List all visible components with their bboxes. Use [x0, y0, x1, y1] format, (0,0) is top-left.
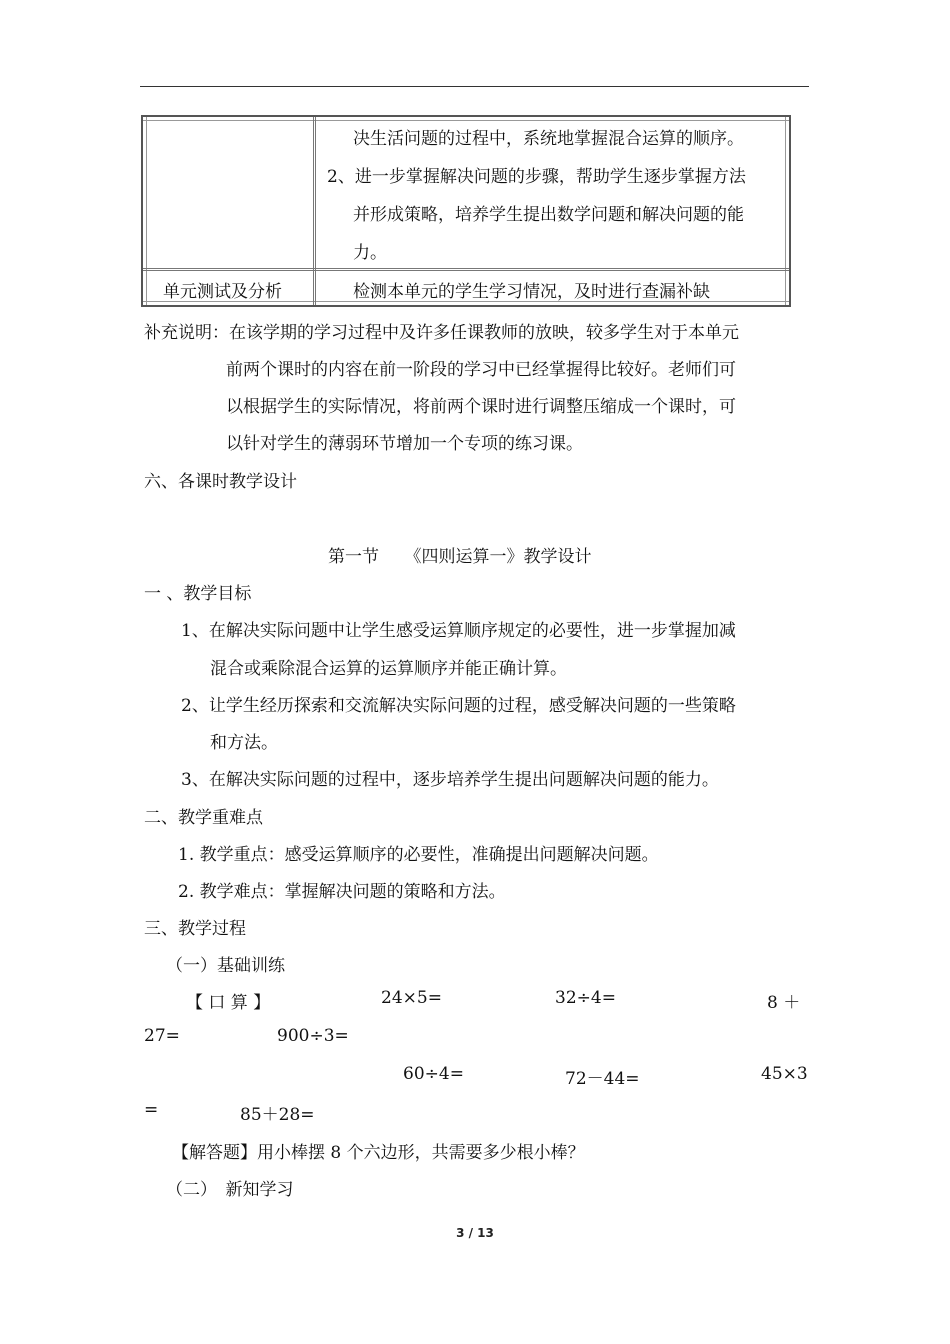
oral-item: 8 ＋: [767, 993, 801, 1013]
oral-label: 【 口 算 】: [186, 993, 271, 1013]
process-heading: 三、教学过程: [144, 919, 246, 939]
goal-line1: 1、在解决实际问题中让学生感受运算顺序规定的必要性，进一步掌握加减: [181, 621, 736, 641]
supplement-line4: 以针对学生的薄弱环节增加一个专项的练习课。: [226, 434, 583, 454]
lesson-title: 第一节 《四则运算一》教学设计: [328, 547, 592, 567]
process-sub2: （二） 新知学习: [166, 1180, 294, 1200]
oral-item: 72－44=: [565, 1069, 640, 1089]
supplement-line2: 前两个课时的内容在前一阶段的学习中已经掌握得比较好。老师们可: [226, 360, 736, 380]
header-rule: [140, 86, 809, 87]
table-row1-line2: 2、进一步掌握解决问题的步骤，帮助学生逐步掌握方法: [327, 167, 746, 187]
oral-item: 45×3: [761, 1064, 808, 1084]
oral-item: =: [144, 1100, 159, 1120]
keypoint-2: 2. 教学难点：掌握解决问题的策略和方法。: [178, 882, 506, 902]
keypoints-heading: 二、教学重难点: [144, 808, 263, 828]
problem-line: 【解答题】用小棒摆 8 个六边形，共需要多少根小棒？: [172, 1143, 585, 1163]
goal-line2: 混合或乘除混合运算的运算顺序并能正确计算。: [210, 659, 567, 679]
page-number: 3 / 13: [456, 1226, 494, 1240]
table-row1-line4: 力。: [353, 243, 387, 263]
section6-heading: 六、各课时教学设计: [144, 472, 297, 492]
oral-item: 60÷4=: [403, 1064, 464, 1084]
table-row1-line1: 决生活问题的过程中，系统地掌握混合运算的顺序。: [353, 129, 744, 149]
table-row2-label: 单元测试及分析: [163, 282, 282, 302]
supplement-line3: 以根据学生的实际情况，将前两个课时进行调整压缩成一个课时，可: [226, 397, 736, 417]
oral-item: 900÷3=: [277, 1026, 349, 1046]
keypoint-1: 1. 教学重点：感受运算顺序的必要性，准确提出问题解决问题。: [178, 845, 659, 865]
goals-heading: 一 、教学目标: [144, 584, 252, 604]
goal-line3: 2、让学生经历探索和交流解决实际问题的过程，感受解决问题的一些策略: [181, 696, 736, 716]
oral-item: 24×5=: [381, 988, 442, 1008]
table-row2-content: 检测本单元的学生学习情况，及时进行查漏补缺: [353, 282, 710, 302]
oral-item: 85＋28=: [240, 1105, 315, 1125]
supplement-line1: 补充说明：在该学期的学习过程中及许多任课教师的放映，较多学生对于本单元: [144, 323, 739, 343]
table-row1-line3: 并形成策略，培养学生提出数学问题和解决问题的能: [353, 205, 744, 225]
oral-item: 32÷4=: [555, 988, 616, 1008]
goal-line4: 和方法。: [210, 733, 278, 753]
oral-item: 27=: [144, 1026, 180, 1046]
process-sub1: （一）基础训练: [166, 956, 285, 976]
goal-line5: 3、在解决实际问题的过程中，逐步培养学生提出问题解决问题的能力。: [181, 770, 719, 790]
